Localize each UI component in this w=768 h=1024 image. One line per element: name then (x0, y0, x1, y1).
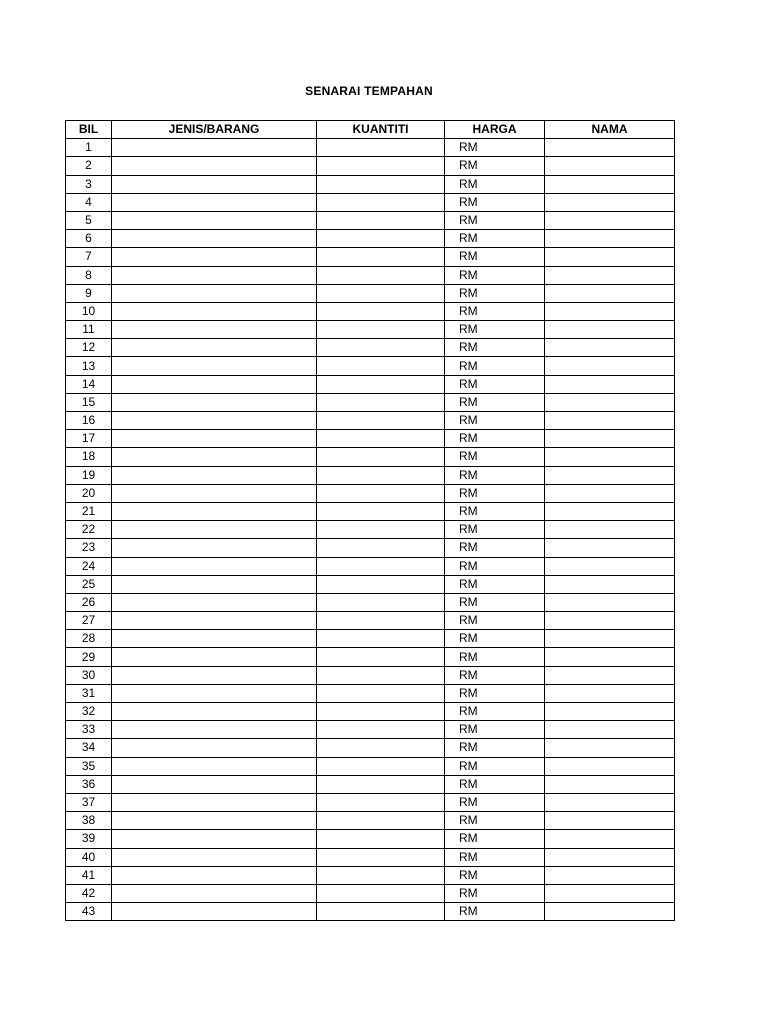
bil-cell: 10 (66, 302, 112, 320)
nama-cell[interactable] (545, 612, 675, 630)
harga-cell[interactable]: RM (445, 703, 545, 721)
harga-cell[interactable]: RM (445, 830, 545, 848)
table-row (66, 321, 675, 339)
kuantiti-cell[interactable] (317, 866, 445, 884)
kuantiti-cell[interactable] (317, 793, 445, 811)
kuantiti-cell[interactable] (317, 775, 445, 793)
nama-cell[interactable] (545, 884, 675, 902)
jenis-barang-cell[interactable] (112, 557, 317, 575)
harga-cell[interactable]: RM (445, 648, 545, 666)
table-row (66, 193, 675, 211)
bil-cell: 35 (66, 757, 112, 775)
bil-cell: 36 (66, 775, 112, 793)
harga-cell[interactable]: RM (445, 793, 545, 811)
kuantiti-cell[interactable] (317, 357, 445, 375)
harga-cell[interactable]: RM (445, 557, 545, 575)
bil-cell: 19 (66, 466, 112, 484)
nama-cell[interactable] (545, 739, 675, 757)
table-row (66, 739, 675, 757)
kuantiti-cell[interactable] (317, 484, 445, 502)
jenis-barang-cell[interactable] (112, 757, 317, 775)
table-row (66, 866, 675, 884)
kuantiti-cell[interactable] (317, 903, 445, 921)
jenis-barang-cell[interactable] (112, 903, 317, 921)
table-row (66, 721, 675, 739)
table-row (66, 157, 675, 175)
table-row (66, 284, 675, 302)
kuantiti-cell[interactable] (317, 284, 445, 302)
header-bil: BIL (66, 121, 112, 139)
jenis-barang-cell[interactable] (112, 248, 317, 266)
kuantiti-cell[interactable] (317, 266, 445, 284)
jenis-barang-cell[interactable] (112, 139, 317, 157)
table-row (66, 211, 675, 229)
jenis-barang-cell[interactable] (112, 830, 317, 848)
table-header-row (66, 121, 675, 139)
kuantiti-cell[interactable] (317, 248, 445, 266)
table-row (66, 666, 675, 684)
nama-cell[interactable] (545, 375, 675, 393)
bil-cell: 6 (66, 230, 112, 248)
bil-cell: 20 (66, 484, 112, 502)
bil-cell: 3 (66, 175, 112, 193)
kuantiti-cell[interactable] (317, 593, 445, 611)
harga-cell[interactable]: RM (445, 684, 545, 702)
harga-cell[interactable]: RM (445, 630, 545, 648)
table-row (66, 612, 675, 630)
harga-cell[interactable]: RM (445, 321, 545, 339)
bil-cell: 1 (66, 139, 112, 157)
kuantiti-cell[interactable] (317, 575, 445, 593)
kuantiti-cell[interactable] (317, 521, 445, 539)
bil-cell: 31 (66, 684, 112, 702)
table-row (66, 793, 675, 811)
table-row (66, 175, 675, 193)
jenis-barang-cell[interactable] (112, 302, 317, 320)
nama-cell[interactable] (545, 412, 675, 430)
nama-cell[interactable] (545, 502, 675, 520)
kuantiti-cell[interactable] (317, 830, 445, 848)
bil-cell: 37 (66, 793, 112, 811)
nama-cell[interactable] (545, 593, 675, 611)
kuantiti-cell[interactable] (317, 157, 445, 175)
nama-cell[interactable] (545, 139, 675, 157)
table-row (66, 575, 675, 593)
jenis-barang-cell[interactable] (112, 793, 317, 811)
kuantiti-cell[interactable] (317, 884, 445, 902)
harga-cell[interactable]: RM (445, 448, 545, 466)
nama-cell[interactable] (545, 684, 675, 702)
table-row (66, 375, 675, 393)
kuantiti-cell[interactable] (317, 448, 445, 466)
bil-cell: 26 (66, 593, 112, 611)
kuantiti-cell[interactable] (317, 684, 445, 702)
bil-cell: 23 (66, 539, 112, 557)
nama-cell[interactable] (545, 321, 675, 339)
kuantiti-cell[interactable] (317, 302, 445, 320)
table-body (66, 139, 675, 921)
harga-cell[interactable]: RM (445, 412, 545, 430)
table-row (66, 448, 675, 466)
nama-cell[interactable] (545, 211, 675, 229)
kuantiti-cell[interactable] (317, 393, 445, 411)
harga-cell[interactable]: RM (445, 357, 545, 375)
jenis-barang-cell[interactable] (112, 412, 317, 430)
table-row (66, 703, 675, 721)
kuantiti-cell[interactable] (317, 666, 445, 684)
jenis-barang-cell[interactable] (112, 612, 317, 630)
table-row (66, 848, 675, 866)
jenis-barang-cell[interactable] (112, 703, 317, 721)
harga-cell[interactable]: RM (445, 430, 545, 448)
nama-cell[interactable] (545, 339, 675, 357)
kuantiti-cell[interactable] (317, 648, 445, 666)
nama-cell[interactable] (545, 757, 675, 775)
nama-cell[interactable] (545, 630, 675, 648)
bil-cell: 25 (66, 575, 112, 593)
table-row (66, 139, 675, 157)
kuantiti-cell[interactable] (317, 412, 445, 430)
harga-cell[interactable]: RM (445, 775, 545, 793)
nama-cell[interactable] (545, 521, 675, 539)
jenis-barang-cell[interactable] (112, 648, 317, 666)
jenis-barang-cell[interactable] (112, 157, 317, 175)
jenis-barang-cell[interactable] (112, 466, 317, 484)
nama-cell[interactable] (545, 484, 675, 502)
table-row (66, 484, 675, 502)
jenis-barang-cell[interactable] (112, 539, 317, 557)
harga-cell[interactable]: RM (445, 393, 545, 411)
bil-cell: 39 (66, 830, 112, 848)
nama-cell[interactable] (545, 557, 675, 575)
jenis-barang-cell[interactable] (112, 339, 317, 357)
jenis-barang-cell[interactable] (112, 175, 317, 193)
bil-cell: 2 (66, 157, 112, 175)
nama-cell[interactable] (545, 775, 675, 793)
kuantiti-cell[interactable] (317, 721, 445, 739)
harga-cell[interactable]: RM (445, 484, 545, 502)
jenis-barang-cell[interactable] (112, 775, 317, 793)
nama-cell[interactable] (545, 703, 675, 721)
jenis-barang-cell[interactable] (112, 230, 317, 248)
kuantiti-cell[interactable] (317, 339, 445, 357)
bil-cell: 8 (66, 266, 112, 284)
bil-cell: 24 (66, 557, 112, 575)
bil-cell: 7 (66, 248, 112, 266)
harga-cell[interactable]: RM (445, 266, 545, 284)
nama-cell[interactable] (545, 575, 675, 593)
table-row (66, 339, 675, 357)
jenis-barang-cell[interactable] (112, 193, 317, 211)
table-row (66, 266, 675, 284)
bil-cell: 9 (66, 284, 112, 302)
harga-cell[interactable]: RM (445, 339, 545, 357)
kuantiti-cell[interactable] (317, 230, 445, 248)
table-row (66, 830, 675, 848)
bil-cell: 34 (66, 739, 112, 757)
harga-cell[interactable]: RM (445, 866, 545, 884)
table-row (66, 302, 675, 320)
kuantiti-cell[interactable] (317, 848, 445, 866)
nama-cell[interactable] (545, 848, 675, 866)
jenis-barang-cell[interactable] (112, 666, 317, 684)
harga-cell[interactable]: RM (445, 193, 545, 211)
page-title: SENARAI TEMPAHAN (305, 84, 433, 98)
kuantiti-cell[interactable] (317, 612, 445, 630)
table-row (66, 593, 675, 611)
nama-cell[interactable] (545, 248, 675, 266)
table-row (66, 521, 675, 539)
table-row (66, 230, 675, 248)
bil-cell: 30 (66, 666, 112, 684)
harga-cell[interactable]: RM (445, 466, 545, 484)
jenis-barang-cell[interactable] (112, 357, 317, 375)
bil-cell: 32 (66, 703, 112, 721)
table-row (66, 648, 675, 666)
harga-cell[interactable]: RM (445, 521, 545, 539)
nama-cell[interactable] (545, 666, 675, 684)
harga-cell[interactable]: RM (445, 175, 545, 193)
nama-cell[interactable] (545, 830, 675, 848)
jenis-barang-cell[interactable] (112, 284, 317, 302)
bil-cell: 27 (66, 612, 112, 630)
harga-cell[interactable]: RM (445, 157, 545, 175)
table-row (66, 775, 675, 793)
kuantiti-cell[interactable] (317, 211, 445, 229)
kuantiti-cell[interactable] (317, 375, 445, 393)
bil-cell: 21 (66, 502, 112, 520)
table-row (66, 630, 675, 648)
bil-cell: 42 (66, 884, 112, 902)
table-row (66, 466, 675, 484)
kuantiti-cell[interactable] (317, 466, 445, 484)
header-nama: NAMA (545, 121, 675, 139)
kuantiti-cell[interactable] (317, 139, 445, 157)
table-row (66, 393, 675, 411)
table-row (66, 248, 675, 266)
harga-cell[interactable]: RM (445, 211, 545, 229)
bil-cell: 29 (66, 648, 112, 666)
jenis-barang-cell[interactable] (112, 630, 317, 648)
order-table (65, 120, 675, 921)
kuantiti-cell[interactable] (317, 557, 445, 575)
kuantiti-cell[interactable] (317, 502, 445, 520)
nama-cell[interactable] (545, 539, 675, 557)
jenis-barang-cell[interactable] (112, 575, 317, 593)
nama-cell[interactable] (545, 903, 675, 921)
nama-cell[interactable] (545, 266, 675, 284)
harga-cell[interactable]: RM (445, 284, 545, 302)
bil-cell: 41 (66, 866, 112, 884)
bil-cell: 43 (66, 903, 112, 921)
bil-cell: 15 (66, 393, 112, 411)
kuantiti-cell[interactable] (317, 630, 445, 648)
harga-cell[interactable]: RM (445, 612, 545, 630)
jenis-barang-cell[interactable] (112, 684, 317, 702)
harga-cell[interactable]: RM (445, 302, 545, 320)
jenis-barang-cell[interactable] (112, 375, 317, 393)
nama-cell[interactable] (545, 793, 675, 811)
kuantiti-cell[interactable] (317, 812, 445, 830)
harga-cell[interactable]: RM (445, 575, 545, 593)
harga-cell[interactable]: RM (445, 848, 545, 866)
bil-cell: 33 (66, 721, 112, 739)
nama-cell[interactable] (545, 230, 675, 248)
bil-cell: 17 (66, 430, 112, 448)
jenis-barang-cell[interactable] (112, 739, 317, 757)
bil-cell: 18 (66, 448, 112, 466)
kuantiti-cell[interactable] (317, 430, 445, 448)
bil-cell: 28 (66, 630, 112, 648)
nama-cell[interactable] (545, 466, 675, 484)
jenis-barang-cell[interactable] (112, 884, 317, 902)
harga-cell[interactable]: RM (445, 884, 545, 902)
bil-cell: 12 (66, 339, 112, 357)
kuantiti-cell[interactable] (317, 703, 445, 721)
harga-cell[interactable]: RM (445, 757, 545, 775)
harga-cell[interactable]: RM (445, 539, 545, 557)
harga-cell[interactable]: RM (445, 139, 545, 157)
harga-cell[interactable]: RM (445, 375, 545, 393)
table-row (66, 412, 675, 430)
harga-cell[interactable]: RM (445, 903, 545, 921)
jenis-barang-cell[interactable] (112, 721, 317, 739)
nama-cell[interactable] (545, 175, 675, 193)
bil-cell: 11 (66, 321, 112, 339)
header-jenis-barang: JENIS/BARANG (112, 121, 317, 139)
harga-cell[interactable]: RM (445, 502, 545, 520)
bil-cell: 4 (66, 193, 112, 211)
jenis-barang-cell[interactable] (112, 502, 317, 520)
nama-cell[interactable] (545, 302, 675, 320)
table-row (66, 812, 675, 830)
jenis-barang-cell[interactable] (112, 521, 317, 539)
nama-cell[interactable] (545, 812, 675, 830)
bil-cell: 14 (66, 375, 112, 393)
table-row (66, 502, 675, 520)
table-row (66, 684, 675, 702)
kuantiti-cell[interactable] (317, 739, 445, 757)
jenis-barang-cell[interactable] (112, 430, 317, 448)
nama-cell[interactable] (545, 430, 675, 448)
table-row (66, 757, 675, 775)
jenis-barang-cell[interactable] (112, 866, 317, 884)
kuantiti-cell[interactable] (317, 193, 445, 211)
table-row (66, 539, 675, 557)
nama-cell[interactable] (545, 648, 675, 666)
header-kuantiti: KUANTITI (317, 121, 445, 139)
table-row (66, 557, 675, 575)
kuantiti-cell[interactable] (317, 321, 445, 339)
jenis-barang-cell[interactable] (112, 266, 317, 284)
kuantiti-cell[interactable] (317, 539, 445, 557)
table-row (66, 884, 675, 902)
nama-cell[interactable] (545, 393, 675, 411)
table-row (66, 430, 675, 448)
bil-cell: 38 (66, 812, 112, 830)
jenis-barang-cell[interactable] (112, 848, 317, 866)
nama-cell[interactable] (545, 157, 675, 175)
header-harga: HARGA (445, 121, 545, 139)
jenis-barang-cell[interactable] (112, 812, 317, 830)
kuantiti-cell[interactable] (317, 757, 445, 775)
harga-cell[interactable]: RM (445, 230, 545, 248)
jenis-barang-cell[interactable] (112, 448, 317, 466)
bil-cell: 22 (66, 521, 112, 539)
table-row (66, 903, 675, 921)
bil-cell: 40 (66, 848, 112, 866)
nama-cell[interactable] (545, 448, 675, 466)
bil-cell: 16 (66, 412, 112, 430)
harga-cell[interactable]: RM (445, 593, 545, 611)
nama-cell[interactable] (545, 357, 675, 375)
bil-cell: 13 (66, 357, 112, 375)
jenis-barang-cell[interactable] (112, 484, 317, 502)
harga-cell[interactable]: RM (445, 812, 545, 830)
jenis-barang-cell[interactable] (112, 593, 317, 611)
harga-cell[interactable]: RM (445, 248, 545, 266)
nama-cell[interactable] (545, 284, 675, 302)
nama-cell[interactable] (545, 193, 675, 211)
jenis-barang-cell[interactable] (112, 393, 317, 411)
jenis-barang-cell[interactable] (112, 321, 317, 339)
nama-cell[interactable] (545, 866, 675, 884)
harga-cell[interactable]: RM (445, 721, 545, 739)
table-row (66, 357, 675, 375)
harga-cell[interactable]: RM (445, 666, 545, 684)
bil-cell: 5 (66, 211, 112, 229)
nama-cell[interactable] (545, 721, 675, 739)
kuantiti-cell[interactable] (317, 175, 445, 193)
jenis-barang-cell[interactable] (112, 211, 317, 229)
harga-cell[interactable]: RM (445, 739, 545, 757)
